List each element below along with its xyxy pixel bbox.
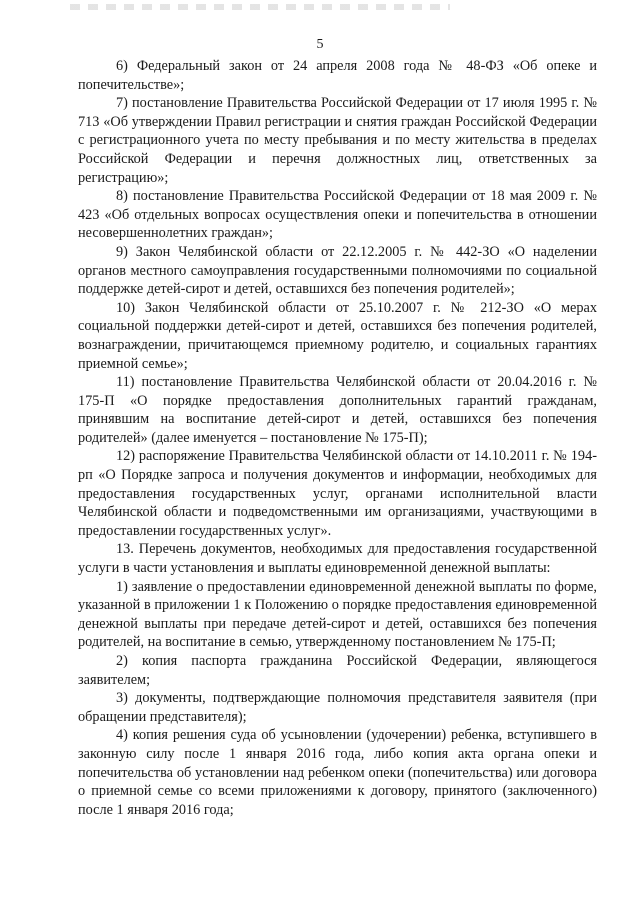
list-item: 10) Закон Челябинской области от 25.10.2007 г. № 212-ЗО «О мерах социальной поддержки детей-сирот и детей, оставшихся без попечения родителей, вознаграждении, причитающемся приемному родителю, и социальных гарантиях приемной семье»; [78, 299, 597, 372]
document-body [78, 57, 597, 819]
list-item: 6) Федеральный закон от 24 апреля 2008 года № 48-ФЗ «Об опеке и попечительстве»; [78, 58, 597, 93]
list-item: 9) Закон Челябинской области от 22.12.2005 г. № 442-ЗО «О наделении органов местного самоуправления государственными полномочиями по социальной поддержке детей-сирот и детей, оставшихся без попечения родителей»; [78, 243, 597, 298]
list-item: 4) копия решения суда об усыновлении (удочерении) ребенка, вступившего в законную силу после 1 января 2016 года, либо копия акта органа опеки и попечительства об установлении над ребенком опеки (попечительства) или договора о приемной семье со всеми приложениями к договору, принятого (заключенного) после 1 января 2016 года; [78, 727, 597, 818]
scan-header-artifact [70, 4, 450, 10]
list-item: 7) постановление Правительства Российской Федерации от 17 июля 1995 г. № 713 «Об утверждении Правил регистрации и снятия граждан Российской Федерации с регистрационного учета по месту пребывания и по месту жительства в пределах Российской Федерации и перечня должностных лиц, ответственных за регистрацию»; [78, 95, 597, 186]
list-item: 12) распоряжение Правительства Челябинской области от 14.10.2011 г. № 194-рп «О Порядке запроса и получения документов и информации, необходимых для предоставления государственных услуг, органами исполнительной власти Челябинской области и подведомственными им организациями, участвующими в предоставлении государственных услуг». [78, 448, 597, 539]
list-item: 3) документы, подтверждающие полномочия представителя заявителя (при обращении представителя); [78, 690, 597, 725]
list-item: 1) заявление о предоставлении единовременной денежной выплаты по форме, указанной в приложении 1 к Положению о порядке предоставления единовременной денежной выплаты при передаче детей-сирот и детей, оставшихся без попечения родителей, на воспитание в семью, утвержденному постановлением № 175-П; [78, 578, 597, 651]
page-number: 5 [316, 37, 324, 52]
list-item: 8) постановление Правительства Российской Федерации от 18 мая 2009 г. № 423 «Об отдельных вопросах осуществления опеки и попечительства в отношении несовершеннолетних граждан»; [78, 188, 597, 242]
list-item: 2) копия паспорта гражданина Российской Федерации, являющегося заявителем; [78, 653, 597, 688]
section-heading-13: 13. Перечень документов, необходимых для предоставления государственной услуги в части установления и выплаты единовременной денежной выплаты: [78, 541, 597, 577]
list-item: 11) постановление Правительства Челябинской области от 20.04.2016 г. № 175-П «О порядке предоставления дополнительных гарантий гражданам, принявшим на воспитание детей-сирот и детей, оставшихся без попечения родителей» (далее именуется – постановление № 175-П); [78, 374, 597, 446]
